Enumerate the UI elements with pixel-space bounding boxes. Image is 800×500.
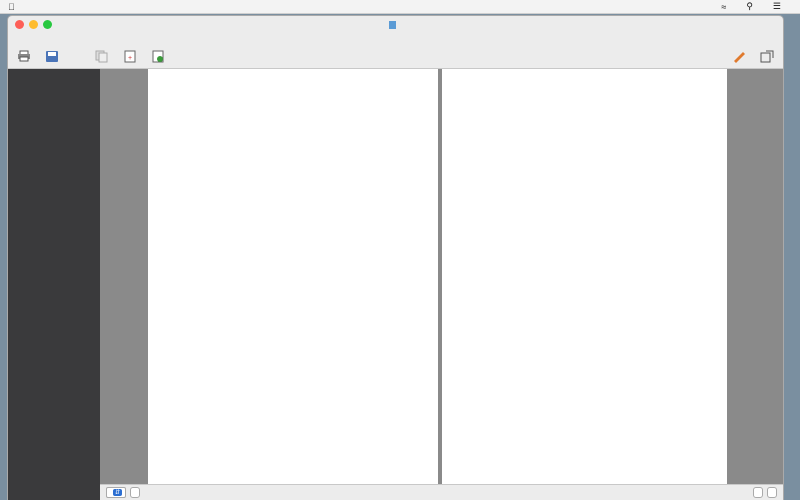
chevron-down-icon: ⇵	[115, 490, 121, 496]
new-verification-button[interactable]	[150, 49, 166, 65]
sidebar	[8, 69, 100, 500]
detach-view-button[interactable]	[759, 49, 775, 65]
svg-text:+: +	[127, 54, 133, 62]
minimize-button[interactable]	[29, 20, 38, 29]
verification-icon	[150, 49, 166, 63]
duplicate-button[interactable]	[94, 49, 110, 65]
document-icon	[389, 21, 396, 29]
wifi-icon[interactable]: ≈	[721, 1, 727, 12]
apple-icon[interactable]	[8, 2, 15, 12]
close-button[interactable]	[15, 20, 24, 29]
form-page-1	[148, 69, 438, 484]
year-select[interactable]	[106, 487, 126, 498]
detach-icon	[759, 49, 775, 63]
save-icon	[44, 49, 60, 63]
bottom-bar	[100, 484, 783, 500]
document-view	[100, 69, 783, 484]
form-page-2	[442, 69, 727, 484]
list-icon[interactable]: ☰	[772, 1, 781, 11]
zoom-button[interactable]	[43, 20, 52, 29]
calculator-button[interactable]	[731, 49, 747, 65]
clear-inputs-button[interactable]	[130, 487, 140, 498]
print-button[interactable]	[16, 49, 32, 65]
menu-bar	[0, 0, 800, 14]
convert-sru-button[interactable]	[767, 487, 777, 498]
calculator-icon	[731, 49, 747, 63]
main-window	[8, 16, 783, 500]
toolbar	[8, 33, 783, 69]
duplicate-icon	[94, 49, 110, 63]
save-button[interactable]	[44, 49, 60, 65]
invoice-icon	[122, 49, 138, 63]
search-icon[interactable]: ⚲	[746, 1, 753, 11]
title-bar	[8, 16, 783, 33]
printer-icon	[16, 49, 32, 63]
new-invoice-button[interactable]	[122, 49, 138, 65]
export-sru-button[interactable]	[753, 487, 763, 498]
